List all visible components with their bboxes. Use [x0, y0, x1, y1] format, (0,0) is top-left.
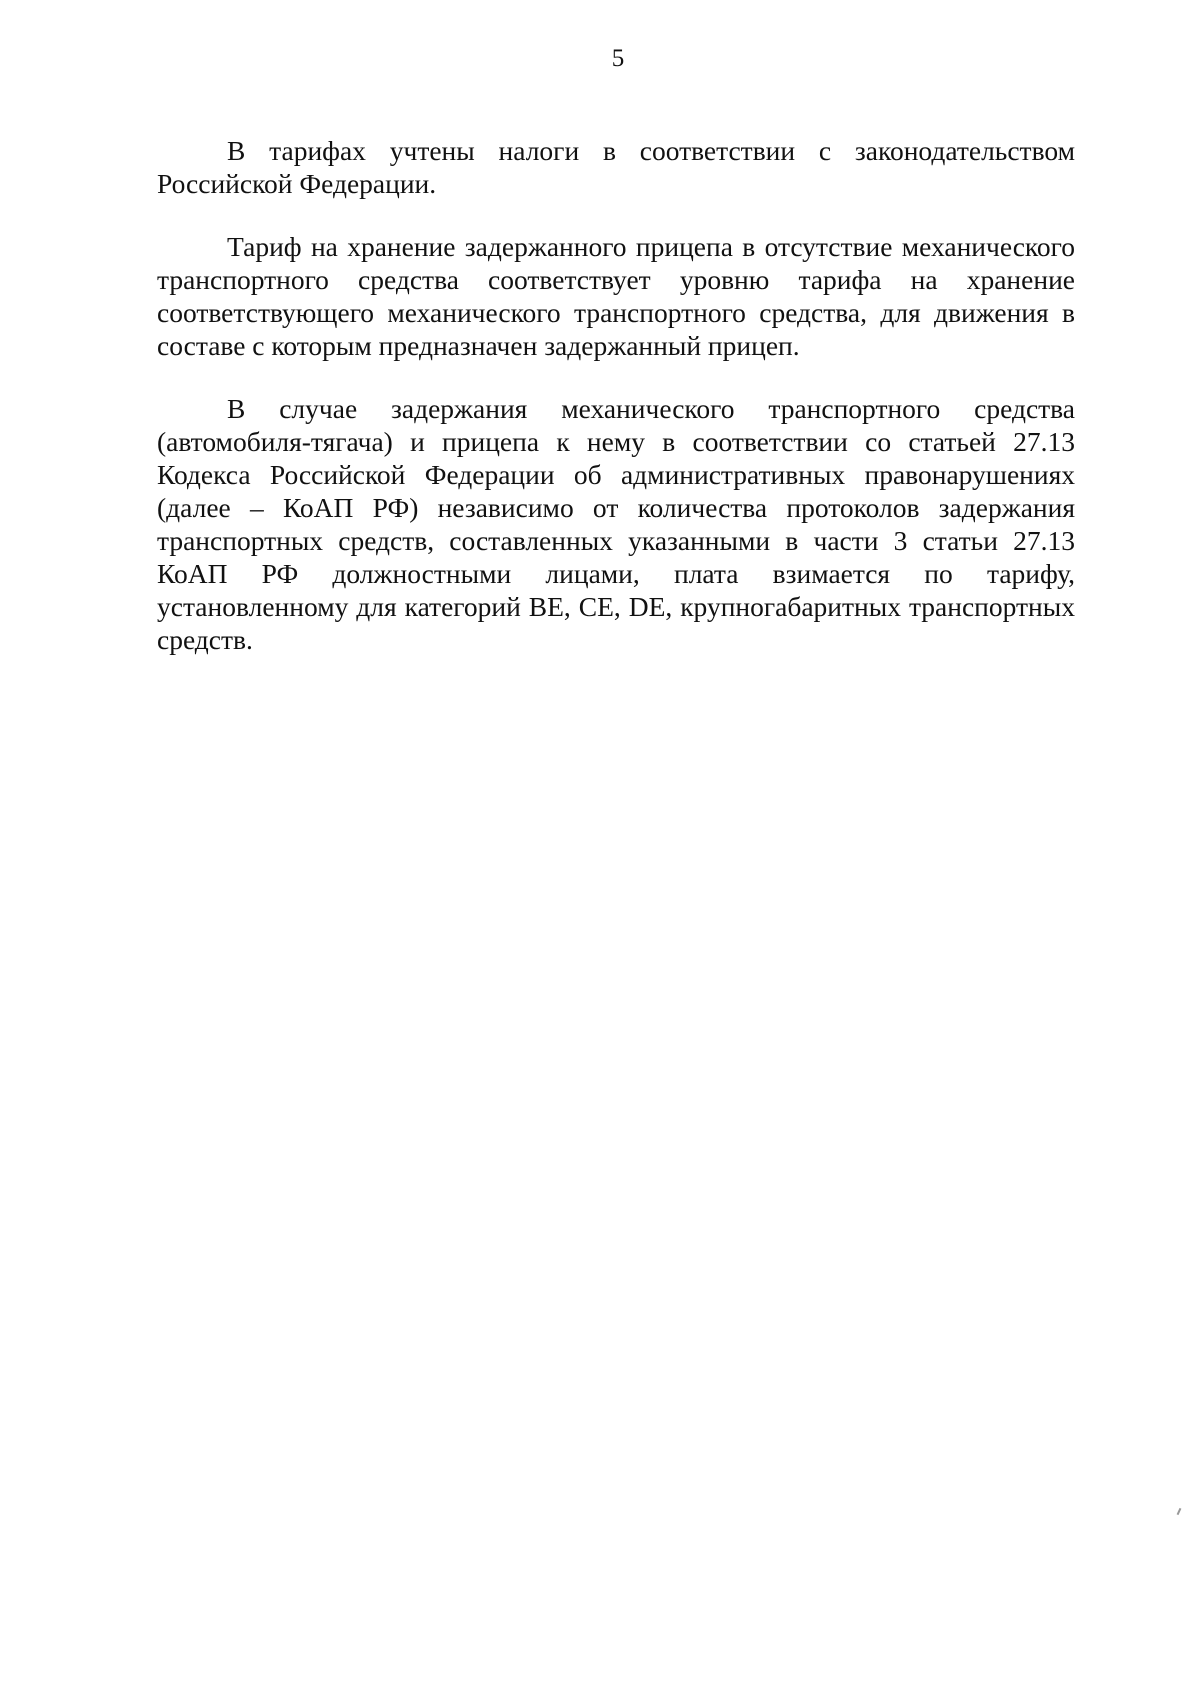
document-body [157, 134, 1075, 686]
paragraph-tractor-trailer-detention: В случае задержания механического транспортного средства (автомобиля-тягача) и прицепа к нему в соответствии со статьей 27.13 Кодекса Российской Федерации об административных правонарушениях (далее – КоАП РФ) независимо от количества протоколов задержания транспортных средств, составленных указанными в части 3 статьи 27.13 КоАП РФ должностными лицами, плата взимается по тарифу, установленному для категорий BE, CE, DE, крупногабаритных транспортных средств. [157, 393, 1075, 655]
paragraph-taxes: В тарифах учтены налоги в соответствии с законодательством Российской Федерации. [157, 135, 1075, 199]
paragraph-trailer-tariff: Тариф на хранение задержанного прицепа в отсутствие механического транспортного средства соответствует уровню тарифа на хранение соответствующего механического транспортного средства, для движения в составе с которым предназначен задержанный прицеп. [157, 231, 1075, 361]
page-number: 5 [611, 45, 625, 72]
scan-speck [1177, 1508, 1182, 1515]
